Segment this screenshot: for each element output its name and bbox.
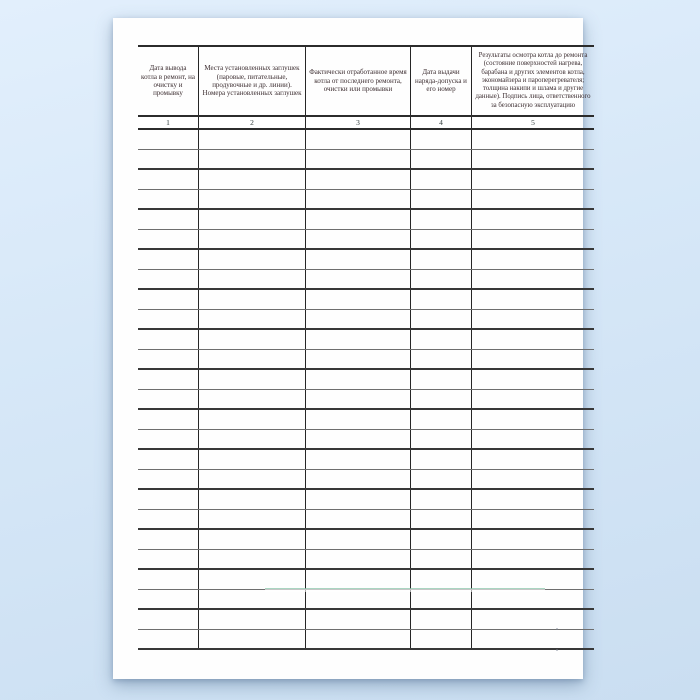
empty-cell <box>199 389 306 409</box>
empty-cell <box>138 629 199 649</box>
empty-cell <box>138 269 199 289</box>
column-header-1: Дата вывода котла в ремонт, на очистку и промывку <box>138 46 199 116</box>
empty-cell <box>138 149 199 169</box>
empty-cell <box>411 229 472 249</box>
empty-cell <box>472 529 595 549</box>
empty-cell <box>306 629 411 649</box>
empty-cell <box>472 309 595 329</box>
empty-cell <box>199 289 306 309</box>
empty-cell <box>472 389 595 409</box>
empty-cell <box>306 589 411 609</box>
empty-cell <box>472 369 595 389</box>
empty-cell <box>472 489 595 509</box>
empty-cell <box>138 229 199 249</box>
empty-cell <box>199 549 306 569</box>
empty-cell <box>472 589 595 609</box>
empty-cell <box>306 249 411 269</box>
table-row <box>138 609 594 629</box>
column-number-2: 2 <box>199 116 306 129</box>
table-row <box>138 529 594 549</box>
empty-cell <box>411 269 472 289</box>
empty-cell <box>138 209 199 229</box>
empty-cell <box>411 609 472 629</box>
table-row <box>138 229 594 249</box>
empty-cell <box>138 169 199 189</box>
column-number-row <box>138 116 594 129</box>
empty-cell <box>472 509 595 529</box>
empty-cell <box>306 569 411 589</box>
empty-cell <box>472 429 595 449</box>
empty-cell <box>306 609 411 629</box>
empty-cell <box>411 209 472 229</box>
empty-cell <box>138 329 199 349</box>
empty-cell <box>138 129 199 149</box>
empty-cell <box>306 549 411 569</box>
header-row <box>138 46 594 116</box>
empty-cell <box>472 229 595 249</box>
empty-cell <box>199 449 306 469</box>
table-row <box>138 289 594 309</box>
empty-cell <box>138 489 199 509</box>
empty-cell <box>138 429 199 449</box>
table-row <box>138 189 594 209</box>
table-row <box>138 569 594 589</box>
empty-cell <box>199 409 306 429</box>
empty-cell <box>411 389 472 409</box>
scan-speck <box>556 649 558 651</box>
empty-cell <box>472 169 595 189</box>
column-header-4: Дата выдачи наряда-допуска и его номер <box>411 46 472 116</box>
scan-artifact-line <box>265 588 545 592</box>
empty-cell <box>411 289 472 309</box>
column-header-5: Результаты осмотра котла до ремонта (состояние поверхностей нагрева, барабана и других элементов котла, экономайзера и пароперегревателя; толщина накипи и шлама и другие данные). Подпись лица, ответственного за безопасную эксплуатацию <box>472 46 595 116</box>
empty-cell <box>472 269 595 289</box>
table-row <box>138 169 594 189</box>
empty-cell <box>138 569 199 589</box>
empty-cell <box>306 189 411 209</box>
table-row <box>138 269 594 289</box>
empty-cell <box>138 589 199 609</box>
empty-cell <box>199 349 306 369</box>
empty-cell <box>411 569 472 589</box>
empty-cell <box>199 509 306 529</box>
empty-cell <box>472 409 595 429</box>
table-row <box>138 469 594 489</box>
empty-cell <box>472 349 595 369</box>
empty-cell <box>199 229 306 249</box>
empty-cell <box>306 469 411 489</box>
empty-cell <box>199 489 306 509</box>
empty-cell <box>306 389 411 409</box>
empty-cell <box>472 289 595 309</box>
empty-cell <box>306 289 411 309</box>
empty-cell <box>199 269 306 289</box>
empty-cell <box>411 469 472 489</box>
empty-cell <box>306 269 411 289</box>
column-number-5: 5 <box>472 116 595 129</box>
empty-cell <box>199 369 306 389</box>
empty-cell <box>306 309 411 329</box>
empty-cell <box>306 409 411 429</box>
empty-cell <box>411 369 472 389</box>
empty-cell <box>138 249 199 269</box>
table-row <box>138 449 594 469</box>
empty-cell <box>199 129 306 149</box>
empty-cell <box>472 249 595 269</box>
empty-cell <box>472 449 595 469</box>
empty-cell <box>411 349 472 369</box>
table-row <box>138 489 594 509</box>
empty-cell <box>199 569 306 589</box>
empty-cell <box>306 129 411 149</box>
empty-cell <box>138 529 199 549</box>
empty-cell <box>138 289 199 309</box>
empty-cell <box>199 329 306 349</box>
empty-cell <box>306 229 411 249</box>
empty-cell <box>472 209 595 229</box>
empty-cell <box>138 369 199 389</box>
empty-cell <box>411 129 472 149</box>
empty-cell <box>411 309 472 329</box>
table-row <box>138 369 594 389</box>
table-row <box>138 389 594 409</box>
empty-cell <box>306 209 411 229</box>
empty-cell <box>411 589 472 609</box>
column-number-3: 3 <box>306 116 411 129</box>
empty-cell <box>411 509 472 529</box>
empty-cell <box>306 529 411 549</box>
table-row <box>138 629 594 649</box>
empty-cell <box>306 509 411 529</box>
empty-cell <box>472 609 595 629</box>
empty-cell <box>199 629 306 649</box>
table-row <box>138 309 594 329</box>
empty-cell <box>472 569 595 589</box>
table-header <box>138 46 594 129</box>
column-header-2: Места установленных заглушек (паровые, питательные, продувочные и др. линии). Номера установленных заглушек <box>199 46 306 116</box>
empty-cell <box>306 329 411 349</box>
empty-cell <box>138 309 199 329</box>
empty-cell <box>306 149 411 169</box>
empty-cell <box>472 149 595 169</box>
table-row <box>138 349 594 369</box>
empty-cell <box>306 449 411 469</box>
empty-cell <box>411 189 472 209</box>
column-number-1: 1 <box>138 116 199 129</box>
table-row <box>138 429 594 449</box>
empty-cell <box>411 449 472 469</box>
empty-cell <box>138 509 199 529</box>
empty-cell <box>199 189 306 209</box>
column-header-3: Фактически отработанное время котла от последнего ремонта, очистки или промывки <box>306 46 411 116</box>
empty-cell <box>306 349 411 369</box>
table-row <box>138 589 594 609</box>
table-row <box>138 409 594 429</box>
empty-cell <box>138 349 199 369</box>
empty-cell <box>138 449 199 469</box>
empty-cell <box>199 169 306 189</box>
empty-cell <box>199 209 306 229</box>
document-page <box>113 18 591 679</box>
table-row <box>138 209 594 229</box>
empty-cell <box>199 469 306 489</box>
empty-cell <box>472 469 595 489</box>
empty-cell <box>138 549 199 569</box>
table-row <box>138 329 594 349</box>
empty-cell <box>472 549 595 569</box>
empty-cell <box>472 189 595 209</box>
empty-cell <box>411 169 472 189</box>
empty-cell <box>199 529 306 549</box>
empty-cell <box>411 529 472 549</box>
empty-cell <box>199 609 306 629</box>
empty-cell <box>472 329 595 349</box>
empty-cell <box>138 189 199 209</box>
boiler-repair-log-table <box>138 45 594 650</box>
column-number-4: 4 <box>411 116 472 129</box>
empty-cell <box>411 489 472 509</box>
empty-cell <box>472 129 595 149</box>
table-row <box>138 129 594 149</box>
empty-cell <box>138 609 199 629</box>
empty-cell <box>472 629 595 649</box>
empty-cell <box>199 429 306 449</box>
table-row <box>138 149 594 169</box>
empty-cell <box>138 409 199 429</box>
empty-cell <box>306 169 411 189</box>
table-body <box>138 129 594 649</box>
empty-cell <box>306 429 411 449</box>
empty-cell <box>199 149 306 169</box>
empty-cell <box>199 249 306 269</box>
empty-cell <box>411 409 472 429</box>
empty-cell <box>411 149 472 169</box>
empty-cell <box>138 389 199 409</box>
table-row <box>138 509 594 529</box>
empty-cell <box>138 469 199 489</box>
empty-cell <box>411 329 472 349</box>
empty-cell <box>411 249 472 269</box>
empty-cell <box>199 589 306 609</box>
empty-cell <box>306 369 411 389</box>
empty-cell <box>411 629 472 649</box>
table-row <box>138 249 594 269</box>
empty-cell <box>199 309 306 329</box>
empty-cell <box>306 489 411 509</box>
scan-speck <box>556 628 558 630</box>
empty-cell <box>411 429 472 449</box>
empty-cell <box>411 549 472 569</box>
table-row <box>138 549 594 569</box>
